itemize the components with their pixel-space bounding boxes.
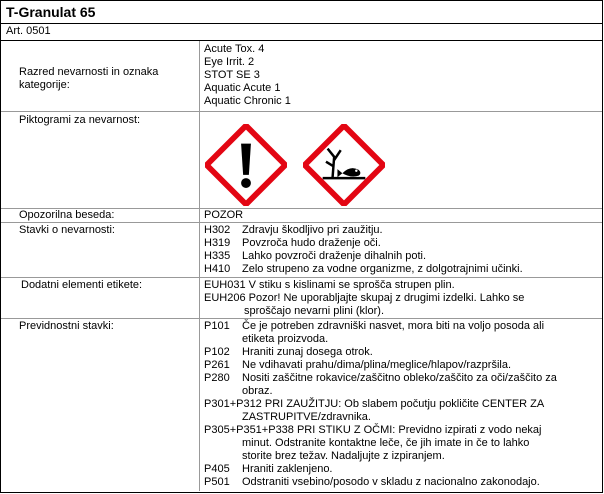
signal-word-value: POZOR: [204, 209, 244, 221]
exclamation-mark-pictogram: [205, 124, 287, 206]
product-title: T-Granulat 65: [6, 4, 96, 20]
precautionary-row: [1, 319, 602, 491]
additional-elements-label: Dodatni elementi etikete:: [21, 279, 143, 291]
pictograms-label: Piktogrami za nevarnost:: [19, 114, 141, 126]
article-number: Art. 0501: [6, 25, 51, 37]
environment-pictogram: [303, 124, 385, 206]
hazard-statements-row: [1, 223, 602, 278]
hazard-statement: H319 Povzroča hudo draženje oči.: [204, 237, 381, 249]
pictograms-row: [1, 112, 602, 209]
precautionary-label: Previdnostni stavki:: [19, 320, 114, 332]
additional-elements-row: Dodatni elementi etikete: EUH031 V stiku s kislinami se sprošča strupen plin. EUH206 Pozor! Ne uporabljajte skupaj z drugimi izdelki. Lahko se sproščajo nevarni plini (klor).: [1, 278, 602, 319]
hazard-statement: H410 Zelo strupeno za vodne organizme, z dolgotrajnimi učinki.: [204, 263, 523, 275]
signal-word-row: [1, 209, 602, 223]
euh031-statement: EUH031 V stiku s kislinami se sprošča strupen plin.: [204, 279, 455, 291]
article-row: [1, 24, 602, 41]
precautionary-statements: P101 Če je potreben zdravniški nasvet, mora biti na voljo posoda ali etiketa proizvoda. P102 Hraniti zunaj dosega otrok. P261 Ne vdihavati prahu/dima/plina/meglice/hlapov/razpršila. P280 Nositi zaščitne rokavice/zaščitno obleko/zaščito za oči/zaščito za obraz. P301+P312 PRI ZAUŽITJU: Ob slabem počutju pokličite CENTER ZA ZASTRUPITVE/zdravnika. P305+P351+P338 PRI STIKU Z OČMI: Previdno izpirati z vodo nekaj minut. Odstranite kontaktne leče, če jih imate in če to lahko storite brez težav. Nadaljujte z izpiranjem. P405 Hraniti zaklenjeno. P501 Odstraniti vsebino/posodo v skladu z nacionalno zakonodajo.: [204, 320, 557, 488]
signal-word-label: Opozorilna beseda:: [19, 209, 115, 221]
hazard-class-values: Acute Tox. 4 Eye Irrit. 2 STOT SE 3 Aquatic Acute 1 Aquatic Chronic 1: [204, 43, 291, 107]
hazard-class-row: [1, 41, 602, 112]
hazard-statement: H302 Zdravju škodljivo pri zaužitju.: [204, 224, 383, 236]
title-row: [1, 1, 602, 24]
hazard-statement: H335 Lahko povzroči draženje dihalnih poti.: [204, 250, 427, 262]
hazard-statements-label: Stavki o nevarnosti:: [19, 224, 115, 236]
euh206-statement: EUH206 Pozor! Ne uporabljajte skupaj z drugimi izdelki. Lahko se: [204, 292, 525, 304]
hazard-class-label: Razred nevarnosti in oznaka kategorije:: [1, 41, 200, 111]
